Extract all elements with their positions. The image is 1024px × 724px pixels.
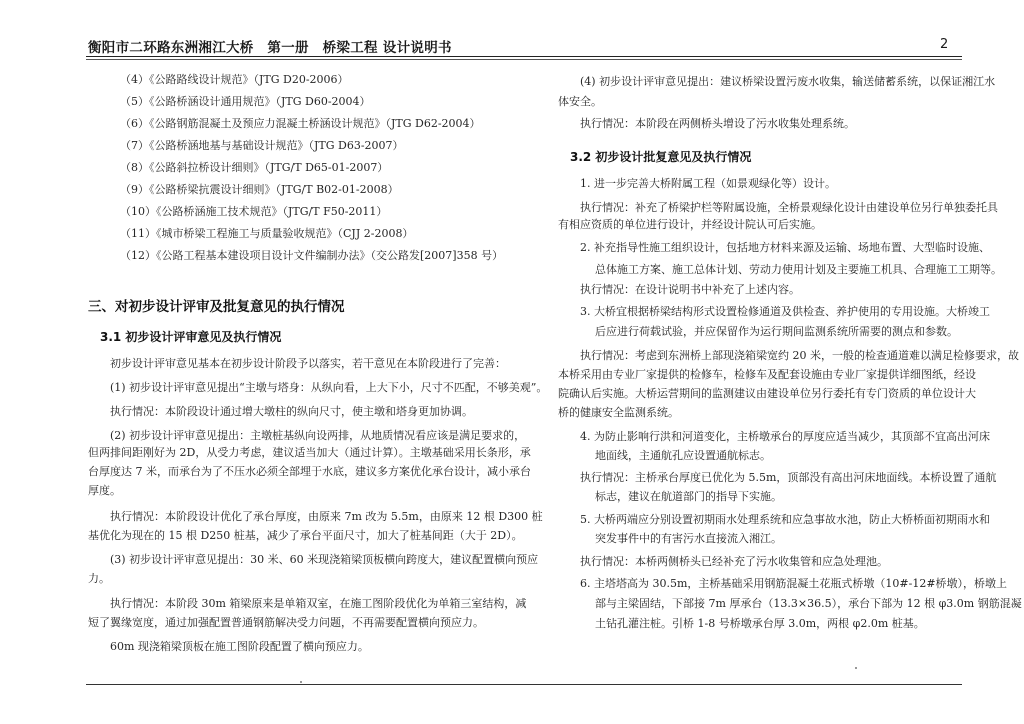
body-line: (1) 初步设计评审意见提出“主墩与塔身：从纵向看，上大下小，尺寸不匹配，不够美观”。	[110, 381, 548, 394]
body-line: 4. 为防止影响行洪和河道变化，主桥墩承台的厚度应适当减少，其顶部不宜高出河床	[580, 430, 990, 443]
body-line: 6. 主塔塔高为 30.5m，主桥基础采用钢筋混凝土花瓶式桥墩（10#-12#桥墩），桥墩上	[580, 577, 1008, 590]
section-heading: 三、对初步设计评审及批复意见的执行情况	[88, 299, 345, 315]
body-line: 厚度。	[88, 484, 121, 497]
reference-item: （8）《公路斜拉桥设计细则》（JTG/T D65-01-2007）	[120, 161, 389, 174]
body-line: 2. 补充指导性施工组织设计，包括地方材料来源及运输、场地布置、大型临时设施、	[580, 241, 990, 254]
body-line: 执行情况：考虑到东洲桥上部现浇箱梁宽约 20 米，一般的检查通道难以满足检修要求，故	[580, 349, 1019, 362]
reference-item: （9）《公路桥梁抗震设计细则》（JTG/T B02-01-2008）	[120, 183, 399, 196]
body-line: 执行情况：补充了桥梁护栏等附属设施，全桥景观绿化设计由建设单位另行单独委托具	[580, 201, 998, 214]
body-line: (3) 初步设计评审意见提出：30 米、60 米现浇箱梁顶板横向跨度大，建议配置横向预应	[110, 553, 539, 566]
body-line: 后应进行荷载试验，并应保留作为运行期间监测系统所需要的测点和参数。	[595, 325, 958, 338]
body-line: 初步设计评审意见基本在初步设计阶段予以落实，若干意见在本阶段进行了完善：	[110, 357, 506, 370]
body-line: 执行情况：本阶段在两侧桥头增设了污水收集处理系统。	[580, 117, 855, 130]
header-rule-thin	[86, 59, 962, 60]
body-line: 院确认后实施。大桥运营期间的监测建议由建设单位另行委托有专门资质的单位设计大	[558, 387, 976, 400]
reference-item: （6）《公路钢筋混凝土及预应力混凝土桥涵设计规范》（JTG D62-2004）	[120, 117, 481, 130]
body-line: 总体施工方案、施工总体计划、劳动力使用计划及主要施工机具、合理施工工期等。	[595, 263, 1002, 276]
body-line: 执行情况：本阶段设计通过增大墩柱的纵向尺寸，使主墩和塔身更加协调。	[110, 405, 473, 418]
scan-speck	[855, 667, 857, 669]
body-line: (4) 初步设计评审意见提出：建议桥梁设置污废水收集，输送储蓄系统，以保证湘江水	[580, 75, 996, 88]
body-line: (2) 初步设计评审意见提出：主墩桩基纵向设两排，从地质情况看应该是满足要求的，	[110, 429, 526, 442]
reference-item: （12）《公路工程基本建设项目设计文件编制办法》（交公路发[2007]358 号）	[120, 249, 504, 262]
reference-item: （5）《公路桥涵设计通用规范》（JTG D60-2004）	[120, 95, 371, 108]
header-rule	[86, 56, 962, 57]
body-line: 力。	[88, 572, 110, 585]
body-line: 本桥采用由专业厂家提供的检修车，检修车及配套设施由专业厂家提供详细图纸，经设	[558, 368, 976, 381]
subsection-heading: 3.1 初步设计评审意见及执行情况	[100, 330, 282, 344]
body-line: 部与主梁固结，下部接 7m 厚承台（13.3×36.5），承台下部为 12 根 φ3.0m 钢筋混凝	[595, 597, 1022, 610]
body-line: 3. 大桥宜根据桥梁结构形式设置检修通道及供检查、养护使用的专用设施。大桥竣工	[580, 305, 990, 318]
body-line: 土钻孔灌注桩。引桥 1-8 号桥墩承台厚 3.0m，两根 φ2.0m 桩基。	[595, 617, 925, 630]
reference-item: （7）《公路桥涵地基与基础设计规范》（JTG D63-2007）	[120, 139, 404, 152]
body-line: 但两排间距刚好为 2D，从受力考虑，建议适当加大（通过计算）。主墩基础采用长条形，承	[88, 446, 531, 459]
body-line: 执行情况：在设计说明书中补充了上述内容。	[580, 283, 800, 296]
body-line: 执行情况：本阶段 30m 箱梁原来是单箱双室，在施工图阶段优化为单箱三室结构，减	[110, 597, 527, 610]
body-line: 短了翼缘宽度，通过加强配置普通钢筋解决受力问题，不再需要配置横向预应力。	[88, 616, 484, 629]
page-number: 2	[940, 37, 949, 52]
body-line: 突发事件中的有害污水直接流入湘江。	[595, 532, 782, 545]
body-line: 台厚度达 7 米，而承台为了不压水必须全部埋于水底，建议多方案优化承台设计，减小承台	[88, 465, 531, 478]
body-line: 60m 现浇箱梁顶板在施工图阶段配置了横向预应力。	[110, 640, 369, 653]
body-line: 基优化为现在的 15 根 D250 桩基，减少了承台平面尺寸，加大了桩基间距（大于 2D）。	[88, 529, 523, 542]
body-line: 执行情况：本桥两侧桥头已经补充了污水收集管和应急处理池。	[580, 555, 888, 568]
body-line: 标志，建议在航道部门的指导下实施。	[595, 490, 782, 503]
reference-item: （10）《公路桥涵施工技术规范》（JTG/T F50-2011）	[120, 205, 388, 218]
body-line: 执行情况：主桥承台厚度已优化为 5.5m，顶部没有高出河床地面线。本桥设置了通航	[580, 471, 997, 484]
body-line: 5. 大桥两端应分别设置初期雨水处理系统和应急事故水池，防止大桥桥面初期雨水和	[580, 513, 990, 526]
reference-item: （11）《城市桥梁工程施工与质量验收规范》（CJJ 2-2008）	[120, 227, 414, 240]
body-line: 地面线，主通航孔应设置通航标志。	[595, 449, 771, 462]
body-line: 桥的健康安全监测系统。	[558, 406, 679, 419]
subsection-heading: 3.2 初步设计批复意见及执行情况	[570, 150, 752, 164]
footer-rule	[86, 684, 962, 685]
body-line: 执行情况：本阶段设计优化了承台厚度，由原来 7m 改为 5.5m，由原来 12 根 D300 桩	[110, 510, 543, 523]
document-title: 衡阳市二环路东洲湘江大桥 第一册 桥梁工程 设计说明书	[88, 40, 452, 56]
body-line: 1. 进一步完善大桥附属工程（如景观绿化等）设计。	[580, 177, 836, 190]
reference-item: （4）《公路路线设计规范》（JTG D20-2006）	[120, 73, 349, 86]
scan-speck	[300, 681, 302, 683]
body-line: 体安全。	[558, 95, 602, 108]
body-line: 有相应资质的单位进行设计，并经设计院认可后实施。	[558, 218, 822, 231]
